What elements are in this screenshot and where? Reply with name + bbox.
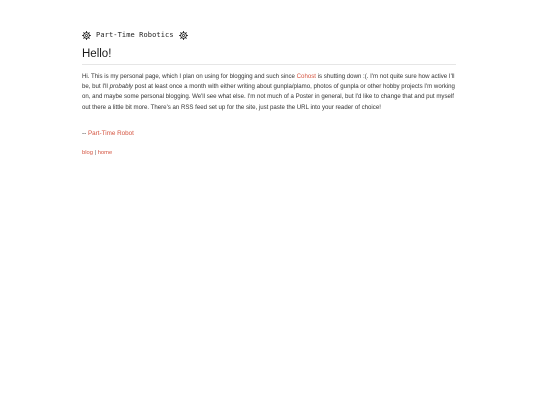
blog-link[interactable]: blog [82,150,93,156]
intro-paragraph [82,72,458,113]
gear-icon [82,31,91,40]
home-link[interactable]: home [97,150,113,156]
intro-text-part1: Hi. This is my personal page, which I plan on using for blogging and such since [82,73,297,80]
site-title[interactable]: Part-Time Robotics [96,31,174,39]
intro-emphasis: probably [109,83,133,91]
heading-divider [82,64,456,65]
signature-prefix: -- [82,130,88,137]
author-link[interactable]: Part-Time Robot [87,130,134,137]
site-header [82,29,188,41]
footer-nav [82,149,112,158]
intro-text-part3: post at least once a month with either writing about gunpla/plamo, photos of gunpla or other hobby projects I'm working on, and maybe some personal blogging. We'll see what else. I'm not much of a Poster in general, but I'd like to change that and put myself out there a little bit more. There's an RSS feed set up for the site, just paste the URL into your reader of choice! [82,83,455,111]
intro-text-part2: is shutting down :(. I'm not quite sure how active I'll be, but I'll [82,73,455,91]
signature [82,129,134,139]
cohost-link[interactable]: Cohost [296,73,316,80]
gear-icon [179,31,188,40]
nav-separator: | [92,150,98,156]
page-heading: Hello! [82,48,112,60]
